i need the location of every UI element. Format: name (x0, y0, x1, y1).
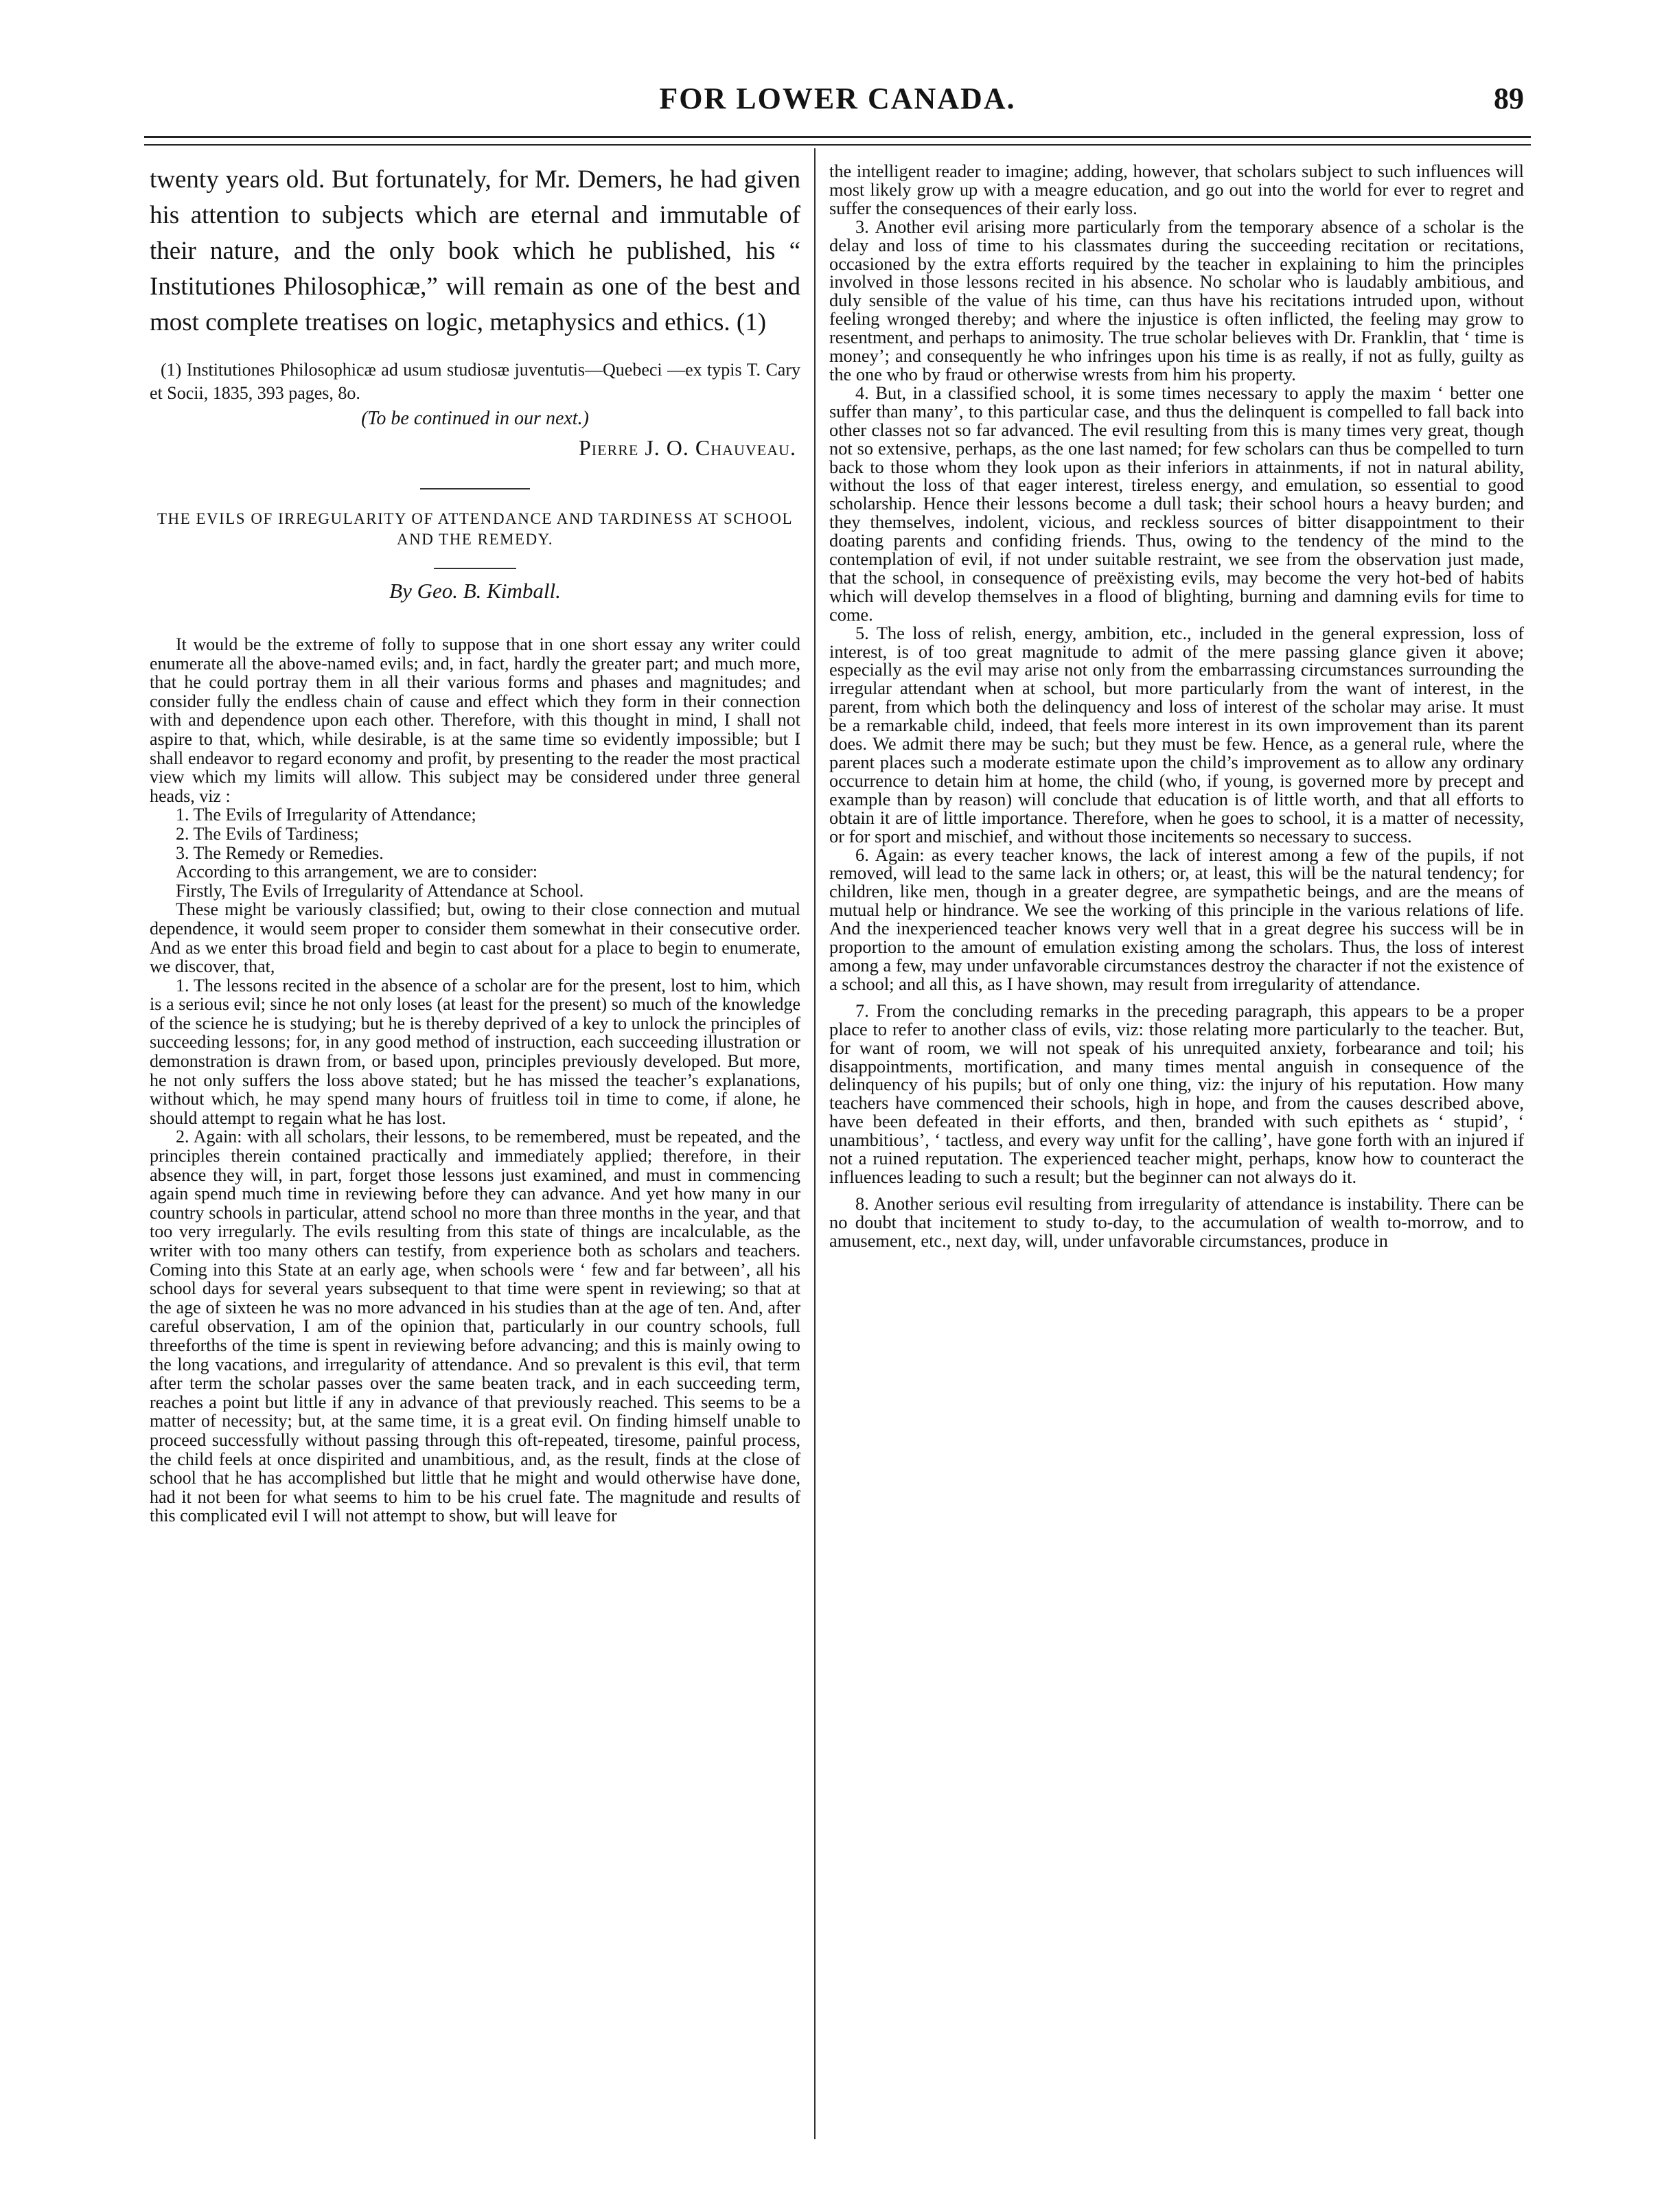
paragraph: 2. Again: with all scholars, their lessons, to be remembered, must be repeated, and the principles therein contained practically and immediately applied; therefore, in their absence they will, in part, forget those lessons just examined, and must in commencing again spend much time in reviewing before they can advance. And yet how many in our country schools in particular, attend school no more than three months in the year, and that too very irregularly. The evils resulting from this state of things are incalculable, as the writer with too many others can testify, from experience both as scholars and teachers. Coming into this State at an early age, when schools were ‘ few and far between’, all his school days for several years subsequent to that time were spent in reviewing; so that at the age of sixteen he was no more advanced in his studies than at the age of ten. And, after careful observation, I am of the opinion that, particularly in our country schools, full threeforths of the time is spent in reviewing before advancing; and this is mainly owing to the long vacations, and irregularity of attendance. And so prevalent is this evil, that term after term the scholar passes over the same beaten track, and in each succeeding term, reaches a point but little if any in advance of that previously reached. This seems to be a matter of necessity; but, at the same time, it is a great evil. On finding himself unable to proceed successfully without passing through this oft-repeated, tiresome, painful process, the child feels at once dispirited and unambitious, and, as the result, finds at the close of school that he has accomplished but little that he might and would otherwise have done, had it not been for what seems to him to be his cruel fate. The magnitude and results of this complicated evil I will not attempt to show, but will leave for (150, 1127, 800, 1526)
list-item: 1. The Evils of Irregularity of Attendance; (176, 805, 476, 825)
footnote: (1) Institutiones Philosophicæ ad usum studiosæ juventutis—Quebeci —ex typis T. Cary et Socii, 1835, 393 pages, 8o. (150, 360, 800, 403)
column-divider (814, 148, 816, 2139)
header-rule-thin (144, 144, 1531, 146)
paragraph: 7. From the concluding remarks in the preceding paragraph, this appears to be a proper place to refer to another class of evils, viz: those relating more particularly to the teacher. But, for want of room, we will not speak of his unrequited anxiety, forbearance and toil; his disappointments, mortification, and many times mental anguish in consequence of the delinquency of his pupils; but of only one thing, viz: the injury of his reputation. How many teachers have commenced their schools, high in hope, and from the causes described above, have been defeated in their efforts, and then, branded with such epithets as ‘ stupid’, ‘ unambitious’, ‘ tactless, and every way unfit for the calling’, have gone forth with an injured if not a ruined reputation. The experienced teacher might, perhaps, know how to counteract the influences leading to such a result; but the beginner can not always do it. (829, 1000, 1524, 1187)
paragraph: 4. But, in a classified school, it is some times necessary to apply the maxim ‘ better one suffer than many’, to this particular case, and thus the delinquent is compelled to fall back into other classes not so far advanced. The evil resulting from this is many times very great, though not so extensive, perhaps, as the one last named; for few scholars can thus be compelled to turn back to those whom they look upon as their inferiors in attainments, if not in natural ability, without the loss of that eager interest, tireless energy, and emulation, so essential to good scholarship. Hence their lessons become a dull task; their school hours a heavy burden; and they themselves, indolent, vicious, and reckless sources of bitter disappointment to their doating parents and confiding friends. Thus, owing to the tendency of the mind to the contemplation of evil, if not under suitable restraint, we see from the observation just made, that the school, in consequence of preëxisting evils, may become the very hot-bed of habits which will develop themselves in a flood of blighting, burning and damning evils for time to come. (829, 382, 1524, 625)
paragraph: 6. Again: as every teacher knows, the lack of interest among a few of the pupils, if not removed, will lead to the same lack in others; or, at least, this will be the natural tendency; for children, like men, though in a greater degree, are sympathetic beings, and are the means of mutual help or hindrance. We see the working of this principle in the various relations of life. And the inexperienced teacher knows very well that in a great degree his success will be in proportion to the amount of emulation existing among the scholars. Thus, the loss of interest among a few, may under unfavorable circumstances destroy the character if not the existence of a school; and all this, as I have shown, may result from irregularity of attendance. (829, 844, 1524, 994)
byline: By Geo. B. Kimball. (389, 579, 561, 603)
paragraph: the intelligent reader to imagine; adding, however, that scholars subject to such influences will most likely grow up with a meagre education, and go out into the world for ever to regret and suffer the consequences of their early loss. (829, 161, 1524, 218)
article-title: THE EVILS OF IRREGULARITY OF ATTENDANCE AND TARDINESS AT SCHOOL AND THE REMEDY. (157, 510, 793, 548)
article-body-left (150, 635, 800, 1525)
author-signature: Pierre J. O. Chauveau. (578, 435, 796, 460)
running-title: FOR LOWER CANADA. (659, 82, 1016, 115)
continued-note: (To be continued in our next.) (361, 408, 589, 429)
lead-paragraph: twenty years old. But fortunately, for Mr. Demers, he had given his attention to subjects which are eternal and immutable of their nature, and the only book which he published, his “ Institutiones Philosophicæ,” will remain as one of the best and most complete treatises on logic, metaphysics and ethics. (1) (150, 165, 800, 336)
paragraph: These might be variously classified; but, owing to their close connection and mutual dependence, it would seem proper to consider them somewhat in their consecutive order. And as we enter this broad field and begin to cast about for a place to begin to enumerate, we discover, that, (150, 899, 800, 977)
running-head (151, 81, 1524, 122)
section-separator (420, 488, 530, 489)
page-number: 89 (1494, 82, 1524, 115)
right-column (829, 162, 1524, 1250)
paragraph: It would be the extreme of folly to suppose that in one short essay any writer could enumerate all the above-named evils; and, in fact, hardly the greater part; and much more, that he could portray them in all their various forms and phases and magnitudes; and consider fully the endless chain of cause and effect which they form in their connection with and dependence upon each other. Therefore, with this thought in mind, I shall not aspire to that, which, while desirable, is at the same time so evidently impossible; but I shall endeavor to regard economy and profit, by presenting to the reader the most practical view which my limits will allow. This subject may be considered under three general heads, viz : (150, 634, 800, 806)
paragraph: Firstly, The Evils of Irregularity of Attendance at School. (176, 880, 584, 901)
paragraph: 1. The lessons recited in the absence of a scholar are for the present, lost to him, which is a serious evil; since he not only loses (at least for the present) so much of the knowledge of the science he is studying; but he is thereby deprived of a key to unlock the principles of succeeding lessons; for, in any good method of instruction, each succeeding illustration or demonstration is drawn from, or based upon, principles previously developed. But more, he not only suffers the loss above stated; but he has missed the teacher’s explanations, without which, he may spend many hours of fruitless toil in time to come, if alone, he should attempt to regain what he has lost. (150, 975, 800, 1128)
paragraph: According to this arrangement, we are to consider: (176, 862, 538, 882)
paragraph: 5. The loss of relish, energy, ambition, etc., included in the general expression, loss of interest, is of too great magnitude to admit of the mere passing glance given it above; especially as the evil may arise not only from the embarrassing circumstances surrounding the irregular attendant when at school, but more particularly from the want of interest, in the parent, from which both the delinquency and loss of interest of the scholar may arise. It must be a remarkable child, indeed, that feels more interest in its own improvement than its parent does. We admit there may be such; but they must be few. Hence, as a general rule, where the parent places such a moderate estimate upon the child’s improvement as to allow any ordinary occurrence to detain him at home, the child (who, if young, is governed more by precept and example than by reason) will conclude that education is of little worth, and that all efforts to obtain it are of little importance. Therefore, when he goes to school, it is a matter of necessity, or for sport and mischief, and without those incitements so necessary to success. (829, 622, 1524, 846)
header-rule (144, 136, 1531, 138)
left-column (150, 162, 800, 1525)
list-item: 2. The Evils of Tardiness; (176, 823, 359, 844)
paragraph: 3. Another evil arising more particularly from the temporary absence of a scholar is the delay and loss of time to his classmates during the succeeding recitation or recitations, occasioned by the extra efforts required by the teacher in explaining to him the principles involved in those lessons recited in his absence. No scholar who is laudably ambitious, and duly sensible of the value of his time, can thus have his recitations intruded upon, without feeling wronged thereby; and where the injustice is often inflicted, the feeling may grow to resentment, and perhaps to animosity. The true scholar believes with Dr. Franklin, that ‘ time is money’; and consequently he who infringes upon his time is as really, if not as fully, guilty as the one who by fraud or otherwise wrests from him his property. (829, 216, 1524, 384)
paragraph: 8. Another serious evil resulting from irregularity of attendance is instability. There can be no doubt that incitement to study to-day, to the accumulation of wealth to-morrow, and to amusement, etc., next day, will, under unfavorable circumstances, produce in (829, 1193, 1524, 1251)
article-body-right (829, 162, 1524, 1250)
list-item: 3. The Remedy or Remedies. (176, 842, 384, 863)
title-separator (434, 568, 516, 569)
